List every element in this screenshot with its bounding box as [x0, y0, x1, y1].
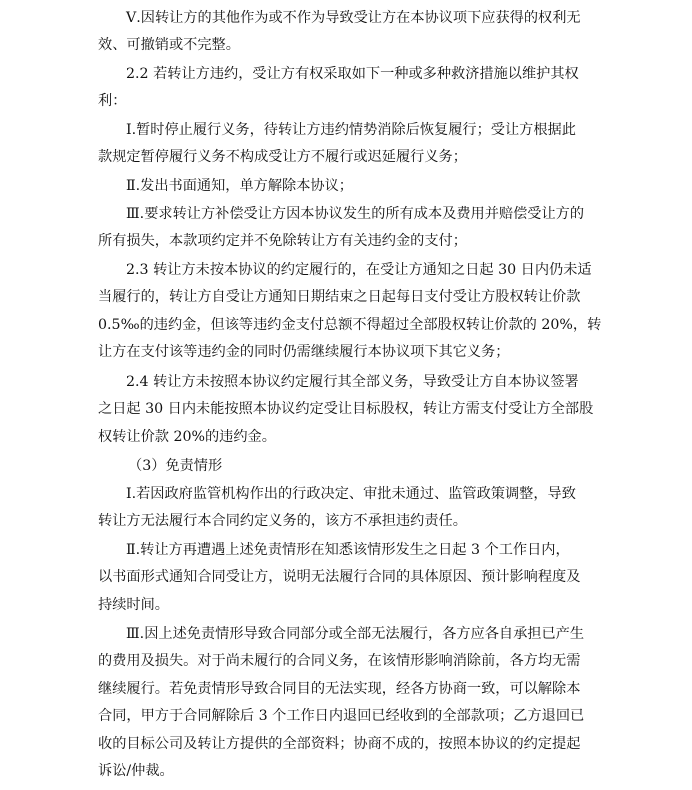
text-line: 款规定暂停履行义务不构成受让方不履行或迟延履行义务； — [98, 149, 467, 166]
text-line: Ⅲ.因上述免责情形导致合同部分或全部无法履行，各方应各自承担已产生 — [126, 626, 585, 642]
paragraph-clause-2-2-iii — [98, 201, 594, 256]
text-line: 继续履行。若免责情形导致合同目的无法实现，经各方协商一致，可以解除本 — [98, 680, 581, 697]
text-line: 诉讼/仲裁。 — [98, 762, 174, 779]
text-line: 收的目标公司及转让方提供的全部资料；协商不成的，按照本协议的约定提起 — [98, 735, 581, 752]
paragraph-clause-2-4 — [98, 369, 594, 451]
text-line: 让方在支付该等违约金的同时仍需继续履行本协议项下其它义务； — [98, 344, 510, 361]
text-line: Ⅲ.要求转让方补偿受让方因本协议发生的所有成本及费用并赔偿受让方的 — [126, 206, 585, 222]
text-line: Ⅰ.若因政府监管机构作出的行政决定、审批未通过、监管政策调整，导致 — [126, 486, 576, 502]
text-line: 持续时间。 — [98, 596, 169, 613]
text-line: Ⅱ.发出书面通知，单方解除本协议； — [126, 178, 353, 194]
text-line: 之日起 30 日内未能按照本协议约定受让目标股权，转让方需支付受让方全部股 — [98, 401, 594, 418]
paragraph-clause-2-3 — [98, 257, 602, 367]
paragraph-clause-3-i — [98, 481, 594, 536]
text-line: Ⅰ.暂时停止履行义务，待转让方违约情势消除后恢复履行；受让方根据此 — [126, 122, 576, 138]
text-line: 当履行的，转让方自受让方通知日期结束之日起每日支付受让方股权转让价款 — [98, 289, 581, 306]
text-line: 转让方无法履行本合同约定义务的，该方不承担违约责任。 — [98, 513, 467, 530]
paragraph-clause-3-iii — [98, 621, 594, 785]
text-line: 合同，甲方于合同解除后 3 个工作日内退回已经收到的全部款项；乙方退回已 — [98, 708, 585, 725]
text-line: 利： — [98, 93, 127, 110]
text-line: 效、可撤销或不完整。 — [98, 37, 240, 54]
section-heading-exemption — [98, 453, 594, 480]
text-line: 的费用及损失。对于尚未履行的合同义务，在该情形影响消除前，各方均无需 — [98, 653, 581, 670]
text-line: 2.3 转让方未按本协议的约定履行的，在受让方通知之日起 30 日内仍未适 — [126, 262, 592, 278]
text-line: Ⅱ.转让方再遭遇上述免责情形在知悉该情形发生之日起 3 个工作日内， — [126, 542, 570, 558]
paragraph-clause-3-ii — [98, 537, 594, 619]
text-line: Ⅴ.因转让方的其他作为或不作为导致受让方在本协议项下应获得的权利无 — [126, 10, 581, 26]
text-line: 2.2 若转让方违约，受让方有权采取如下一种或多种救济措施以维护其权 — [126, 66, 579, 82]
paragraph-clause-2-2 — [98, 61, 594, 116]
text-line: 权转让价款 20%的违约金。 — [98, 428, 276, 445]
text-line: 所有损失，本款项约定并不免除转让方有关违约金的支付； — [98, 233, 467, 250]
paragraph-clause-2-2-i — [98, 117, 594, 172]
heading-line: （3）免责情形 — [128, 458, 223, 474]
text-line: 2.4 转让方未按照本协议约定履行其全部义务，导致受让方自本协议签署 — [126, 374, 579, 390]
paragraph-clause-v — [98, 5, 594, 60]
text-line: 0.5‰的违约金，但该等违约金支付总额不得超过全部股权转让价款的 20%，转 — [98, 316, 602, 333]
text-line: 以书面形式通知合同受让方，说明无法履行合同的具体原因、预计影响程度及 — [98, 569, 581, 586]
paragraph-clause-2-2-ii — [98, 173, 594, 200]
